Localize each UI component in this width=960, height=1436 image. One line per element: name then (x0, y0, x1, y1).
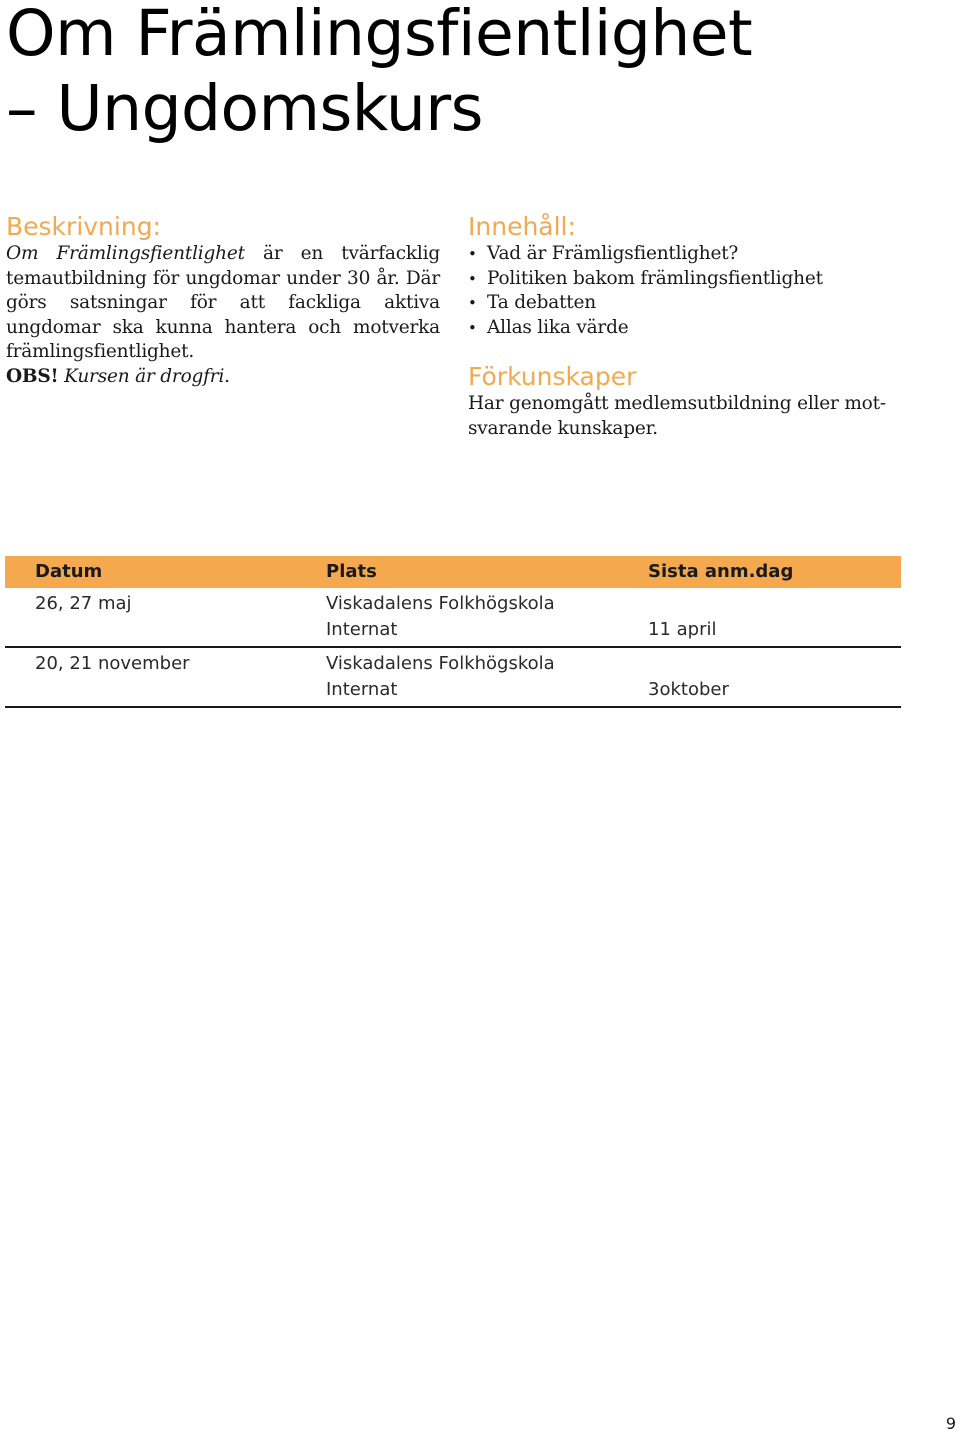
cell-place: Viskadalens Folkhögskola (326, 653, 555, 674)
description-section (6, 212, 440, 389)
list-item-text: Politiken bakom främlingsfientlighet (487, 267, 823, 289)
list-item-text: Vad är Främligsfientlighet? (487, 243, 739, 264)
bullet-icon: • (468, 294, 477, 312)
obs-note (6, 365, 440, 390)
cell-deadline: 3oktober (648, 679, 729, 700)
list-item (468, 316, 908, 341)
obs-text: Kursen är drogfri. (58, 365, 230, 387)
page-title (6, 0, 752, 146)
cell-deadline: 11 april (648, 619, 717, 640)
bullet-icon: • (468, 245, 477, 263)
cell-place: Viskadalens Folkhögskola (326, 593, 555, 614)
page-title-line-2: – Ungdomskurs (6, 72, 483, 145)
page-title-line-1: Om Främlingsfientlighet (6, 0, 753, 70)
description-italic-lead: Om Främlingsfientlighet (6, 243, 245, 264)
prerequisites-heading: Förkunskaper (468, 362, 637, 391)
description-body: är en tvärfacklig temautbildning för ungdomar under 30 år. Där görs satsningar för att fackliga aktiva ungdomar ska kunna hantera och motverka främlingsfientlighet. (6, 243, 440, 362)
list-item-text: Ta debatten (487, 292, 597, 313)
header-place: Plats (326, 561, 377, 582)
cell-housing: Internat (326, 679, 398, 700)
list-item (468, 267, 908, 292)
description-heading: Beskrivning: (6, 212, 161, 241)
obs-label: OBS! (6, 365, 59, 387)
list-item (468, 291, 908, 316)
page-number: 9 (945, 1414, 956, 1433)
header-deadline: Sista anm.dag (648, 561, 794, 582)
table-row (5, 588, 901, 648)
content-heading: Innehåll: (468, 212, 576, 241)
table-row (5, 648, 901, 708)
cell-date: 26, 27 maj (35, 593, 132, 614)
table-header (5, 556, 901, 588)
bullet-icon: • (468, 269, 477, 288)
description-text (6, 242, 440, 365)
content-list (468, 242, 908, 340)
cell-housing: Internat (326, 619, 398, 640)
cell-date: 20, 21 november (35, 653, 190, 674)
course-dates-table (5, 556, 901, 708)
list-item-text: Allas lika värde (487, 316, 629, 338)
content-section (468, 212, 908, 441)
list-item (468, 242, 908, 267)
bullet-icon: • (468, 318, 477, 337)
header-date: Datum (35, 561, 103, 582)
prerequisites-text: Har genomgått medlemsutbildning eller mot-svarande kunskaper. (468, 393, 886, 439)
